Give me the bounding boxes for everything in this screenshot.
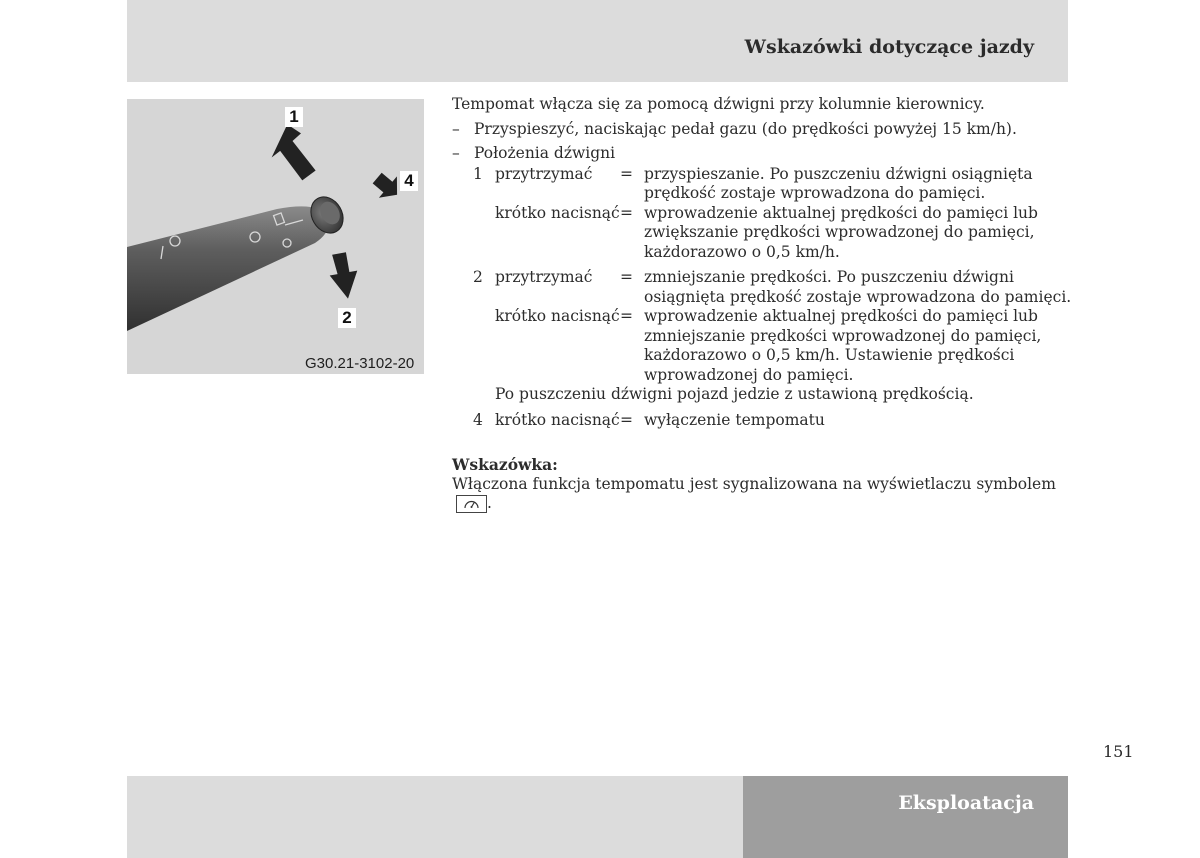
arrow-1-icon [269, 123, 316, 183]
table-row: 4 krótko nacisnąć = wyłączenie tempomatu [473, 410, 825, 429]
list-item: – Przyspieszyć, naciskając pedał gazu (do prędkości powyżej 15 km/h). [452, 119, 1017, 138]
note-block [452, 455, 1072, 514]
footer-section-tab [743, 776, 1068, 858]
positions-table [452, 165, 1072, 431]
section-title: Eksploatacja [898, 792, 1034, 814]
table-row: krótko nacisnąć = wprowadzenie aktualnej prędkości do pamięci lub zmniejszanie prędkości wprowadzonej do pamięci, każdorazowo o 0,5 km/h. Ustawienie prędkości wprowadzonej do pamięci. [495, 307, 1042, 384]
label-2: 2 [338, 308, 356, 328]
table-row: krótko nacisnąć = wprowadzenie aktualnej prędkości do pamięci lub zwiększanie prędkości wprowadzonej do pamięci, każdorazowo o 0,5 km/h. [495, 203, 1038, 261]
lever-figure [127, 99, 424, 374]
lever-stalk [127, 206, 329, 331]
label-4: 4 [400, 171, 418, 191]
page-title: Wskazówki dotyczące jazdy [744, 36, 1034, 58]
figure-code: G30.21-3102-20 [305, 355, 415, 372]
footer-band [127, 776, 743, 858]
cruise-control-symbol-icon [456, 495, 487, 513]
release-note: Po puszczeniu dźwigni pojazd jedzie z ustawioną prędkością. [495, 385, 974, 403]
label-1: 1 [285, 107, 303, 127]
main-content [452, 95, 1072, 514]
cruise-control-lever-illustration [127, 99, 424, 374]
page-number: 151 [1103, 742, 1134, 761]
table-row: 2 przytrzymać = zmniejszanie prędkości. Po puszczeniu dźwigni osiągnięta prędkość zostaje wprowadzona do pamięci. [473, 268, 1072, 306]
intro-text: Tempomat włącza się za pomocą dźwigni przy kolumnie kierownicy. [452, 95, 985, 113]
note-title: Wskazówka: [452, 455, 558, 474]
header-band [127, 0, 1068, 82]
list-item: – Położenia dźwigni [452, 144, 616, 162]
note-text: Włączona funkcja tempomatu jest sygnalizowana na wyświetlaczu symbolem. [452, 474, 1056, 512]
arrow-2-icon [326, 251, 362, 301]
table-row: 1 przytrzymać = przyspieszanie. Po puszczeniu dźwigni osiągnięta prędkość zostaje wprowadzona do pamięci. [473, 164, 1033, 202]
